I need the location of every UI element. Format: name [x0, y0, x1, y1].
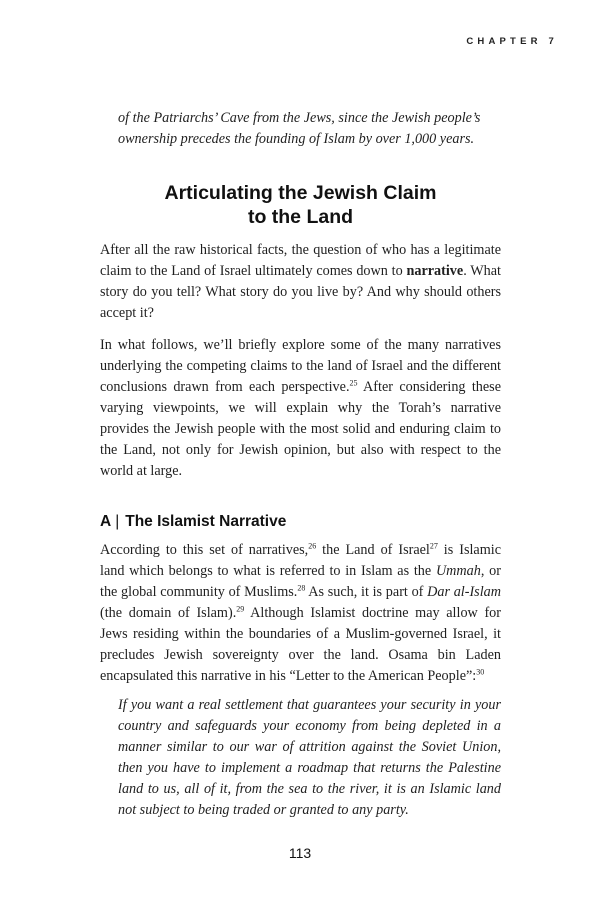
chapter-header: CHAPTER 7: [466, 36, 558, 47]
subsection-letter: A: [100, 513, 112, 530]
text-run: is Islamic land which belongs to what is referred to in Islam as the: [100, 542, 501, 579]
bin-laden-quote: If you want a real settlement that guarantees your security in your country and safeguards your economy from being depleted in a manner similar to our war of attrition against the Soviet Union, then you have to implement a roadmap that returns the Palestine land to us, all of it, from the sea to the river, it is an Islamic land not subject to being traded or granted to any party.: [118, 697, 501, 818]
italic-term-ummah: Ummah: [435, 563, 481, 579]
footnote-ref-26[interactable]: 26: [308, 541, 317, 551]
footnote-ref-25[interactable]: 25: [349, 378, 358, 388]
page-number: 113: [288, 845, 312, 861]
footnote-ref-30[interactable]: 30: [476, 667, 485, 677]
subsection-title: The Islamist Narrative: [125, 513, 287, 530]
text-run: In what follows, we’ll briefly explore some of the many narratives underlying the competing claims to the land of Israel and the different conclusions drawn from each perspective.: [100, 337, 501, 395]
section-heading-line1: Articulating the Jewish Claim: [164, 182, 437, 204]
footnote-ref-28[interactable]: 28: [297, 583, 306, 593]
text-run: As such, it is part of: [305, 584, 428, 600]
paragraph-islamist: [100, 540, 501, 687]
continued-quote: of the Patriarchs’ Cave from the Jews, since the Jewish people’s ownership precedes the founding of Islam by over 1,000 years.: [118, 110, 481, 147]
text-run: , or the global community of Muslims.: [100, 563, 501, 600]
footnote-ref-29[interactable]: 29: [236, 604, 245, 614]
subsection-heading: [100, 512, 501, 532]
italic-term-dar-al-islam: Dar al-Islam: [427, 584, 501, 600]
paragraph-overview: [100, 335, 501, 482]
paragraph-narrative: [100, 240, 501, 324]
text-run: . What story do you tell? What story do you live by? And why should others accept it?: [100, 263, 501, 321]
text-run: (the domain of Islam).: [100, 605, 237, 621]
footnote-ref-27[interactable]: 27: [429, 541, 438, 551]
text-run: After all the raw historical facts, the question of who has a legitimate claim to the Land of Israel ultimately comes down to: [100, 242, 501, 279]
text-run: According to this set of narratives,: [100, 542, 309, 558]
section-heading: [100, 181, 501, 229]
text-run: After considering these varying viewpoints, we will explain why the Torah’s narrative provides the Jewish people with the most solid and enduring claim to the Land, not only for Jewish opinion, but also with respect to the world at large.: [100, 379, 501, 479]
section-heading-line2: to the Land: [247, 206, 354, 228]
text-run: Although Islamist doctrine may allow for Jews residing within the boundaries of a Muslim-governed Israel, it precludes Jewish sovereignty over the land. Osama bin Laden encapsulated this narrative in his “Letter to the American People”:: [100, 605, 501, 684]
text-run: the Land of Israel: [316, 542, 430, 558]
bold-term-narrative: narrative: [406, 263, 464, 279]
subsection-separator: |: [115, 513, 120, 530]
